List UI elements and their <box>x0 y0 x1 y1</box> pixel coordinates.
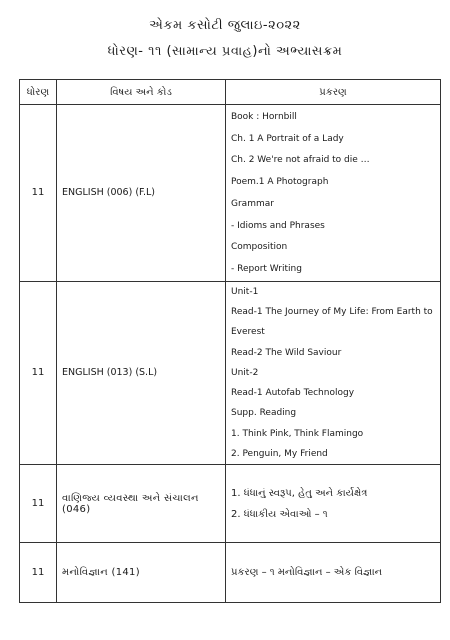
row-standard: 11 <box>20 281 57 465</box>
topic-item: Book : Hornbill <box>231 112 297 122</box>
topic-item: Everest <box>231 327 265 338</box>
table-row <box>20 281 441 465</box>
topic-item: પ્રકરણ – ૧ મનોવિજ્ઞાન – એક વિજ્ઞાન <box>231 567 383 579</box>
topic-item: Ch. 2 We're not afraid to die … <box>231 155 370 166</box>
row-topics <box>226 543 441 603</box>
row-topics <box>226 105 441 282</box>
row-subject: ENGLISH (006) (F.L) <box>57 105 226 282</box>
topic-item: 2. ધંધાકીય એવાઓ – ૧ <box>231 508 328 520</box>
topic-item: Poem.1 A Photograph <box>231 177 329 188</box>
table-header-row <box>20 80 441 105</box>
topic-item: Unit-1 <box>231 286 259 297</box>
row-standard: 11 <box>20 543 57 603</box>
syllabus-table <box>19 79 441 603</box>
table-row <box>20 543 441 603</box>
row-subject: ENGLISH (013) (S.L) <box>57 281 226 465</box>
document-subtitle: ધોરણ- ૧૧ (સામાન્ય પ્રવાહ)નો અભ્યાસક્રમ <box>107 44 343 59</box>
table-row <box>20 105 441 282</box>
topic-item: Read-1 Autofab Technology <box>231 388 355 399</box>
header-subject: વિષય અને કોડ <box>57 80 226 105</box>
document-title: એકમ કસોટી જુલાઇ-૨૦૨૨ <box>149 18 301 33</box>
row-topics <box>226 281 441 465</box>
topic-item: Ch. 1 A Portrait of a Lady <box>231 133 344 144</box>
topic-item: Unit-2 <box>231 367 259 378</box>
topic-item: Read-1 The Journey of My Life: From Earth to <box>231 306 433 317</box>
row-subject: વાણિજ્ય વ્યવસ્થા અને સંચાલન (046) <box>57 465 226 543</box>
topic-item: - Report Writing <box>231 263 302 274</box>
topic-item: 1. Think Pink, Think Flamingo <box>231 428 364 439</box>
header-chapter: પ્રકરણ <box>226 80 441 105</box>
topic-item: Read-2 The Wild Saviour <box>231 347 342 358</box>
row-standard: 11 <box>20 465 57 543</box>
row-standard: 11 <box>20 105 57 282</box>
header-standard: ધોરણ <box>20 80 57 105</box>
topic-item: Composition <box>231 242 288 253</box>
topic-item: Grammar <box>231 198 274 209</box>
topic-item: 2. Penguin, My Friend <box>231 449 328 459</box>
topic-item: - Idioms and Phrases <box>231 220 325 231</box>
topic-item: Supp. Reading <box>231 408 297 419</box>
table-row <box>20 465 441 543</box>
row-subject: મનોવિજ્ઞાન (141) <box>57 543 226 603</box>
row-topics <box>226 465 441 543</box>
topic-item: 1. ધંધાનું સ્વરૂપ, હેતુ અને કાર્યક્ષેત્ર <box>231 487 368 499</box>
